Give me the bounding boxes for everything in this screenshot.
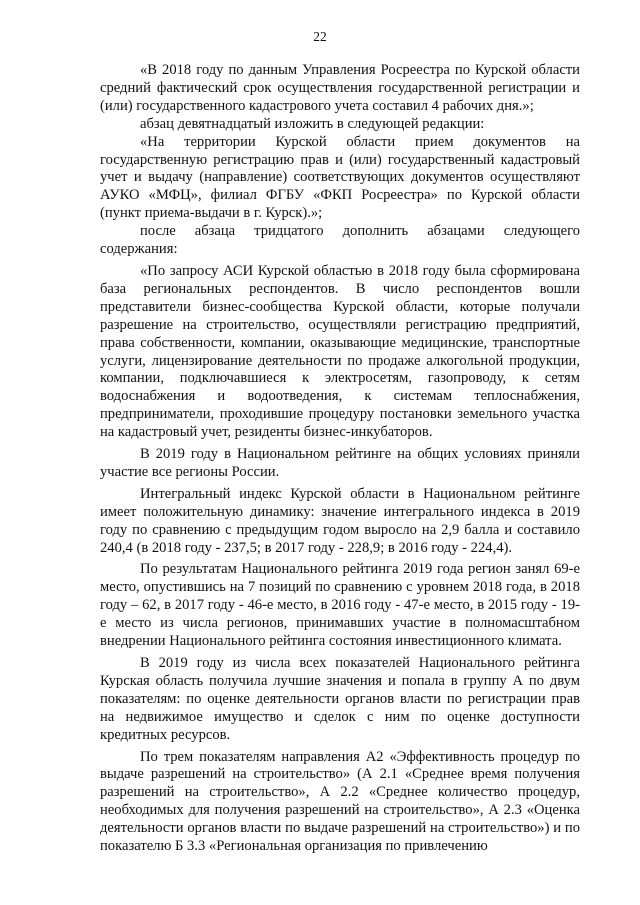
paragraph-5: «По запросу АСИ Курской областью в 2018 году была сформирована база региональных респондентов. В число респондентов вошли представители бизнес-сообщества Курской области, которые получали разрешение на строительство, осуществляли регистрацию предприятий, права собственности, компании, оказывающие медицинские, транспортные услуги, лицензирование деятельности по продаже алкогольной продукции, компании, подключавшиеся к электросетям, газопроводу, к сетям водоснабжения и водоотведения, к системам теплоснабжения, предприниматели, проходившие процедуру постановки земельного участка на кадастровый учет, резиденты бизнес-инкубаторов. bbox=[100, 262, 580, 441]
paragraph-10: По трем показателям направления А2 «Эффективность процедур по выдаче разрешений на строительство» (А 2.1 «Среднее время получения разрешений на строительство», А 2.2 «Среднее количество процедур, необходимых для получения разрешений на строительство», А 2.3 «Оценка деятельности органов власти по выдаче разрешений на строительство») и по показателю Б 3.3 «Региональная организация по привлечению bbox=[100, 748, 580, 855]
paragraph-7: Интегральный индекс Курской области в Национальном рейтинге имеет положительную динамику: значение интегрального индекса в 2019 году по сравнению с предыдущим годом выросло на 2,9 балла и составило 240,4 (в 2018 году - 237,5; в 2017 году - 228,9; в 2016 году - 224,4). bbox=[100, 485, 580, 556]
paragraph-9: В 2019 году из числа всех показателей Национального рейтинга Курская область получила лучшие значения и попала в группу А по двум показателям: по оценке деятельности органов власти по регистрации прав на недвижимое имущество и сделок с ним по оценке доступности кредитных ресурсов. bbox=[100, 655, 580, 743]
paragraph-3: «На территории Курской области прием документов на государственную регистрацию прав и (или) государственный кадастровый учет и выдачу (направление) соответствующих документов осуществляют АУКО «МФЦ», филиал ФГБУ «ФКП Росреестра» по Курской области (пункт приема-выдачи в г. Курск).»; bbox=[100, 133, 580, 222]
page-number: 22 bbox=[313, 29, 327, 44]
paragraph-8: По результатам Национального рейтинга 2019 года регион занял 69-е место, опустившись на 7 позиций по сравнению с уровнем 2018 года, в 2018 году – 62, в 2017 году - 46-е место, в 2016 году - 47-е место, в 2015 году - 19-е место из числа регионов, принимавших участие в полномасштабном внедрении Национального рейтинга состояния инвестиционного климата. bbox=[100, 561, 580, 650]
paragraph-4: после абзаца тридцатого дополнить абзацами следующего содержания: bbox=[100, 223, 580, 258]
document-body bbox=[100, 62, 580, 856]
paragraph-6: В 2019 году в Национальном рейтинге на общих условиях приняли участие все регионы России. bbox=[100, 446, 580, 480]
paragraph-1: «В 2018 году по данным Управления Росреестра по Курской области средний фактический срок осуществления государственной регистрации и (или) государственного кадастрового учета составил 4 рабочих дня.»; bbox=[100, 62, 580, 114]
paragraph-2: абзац девятнадцатый изложить в следующей редакции: bbox=[140, 115, 485, 132]
